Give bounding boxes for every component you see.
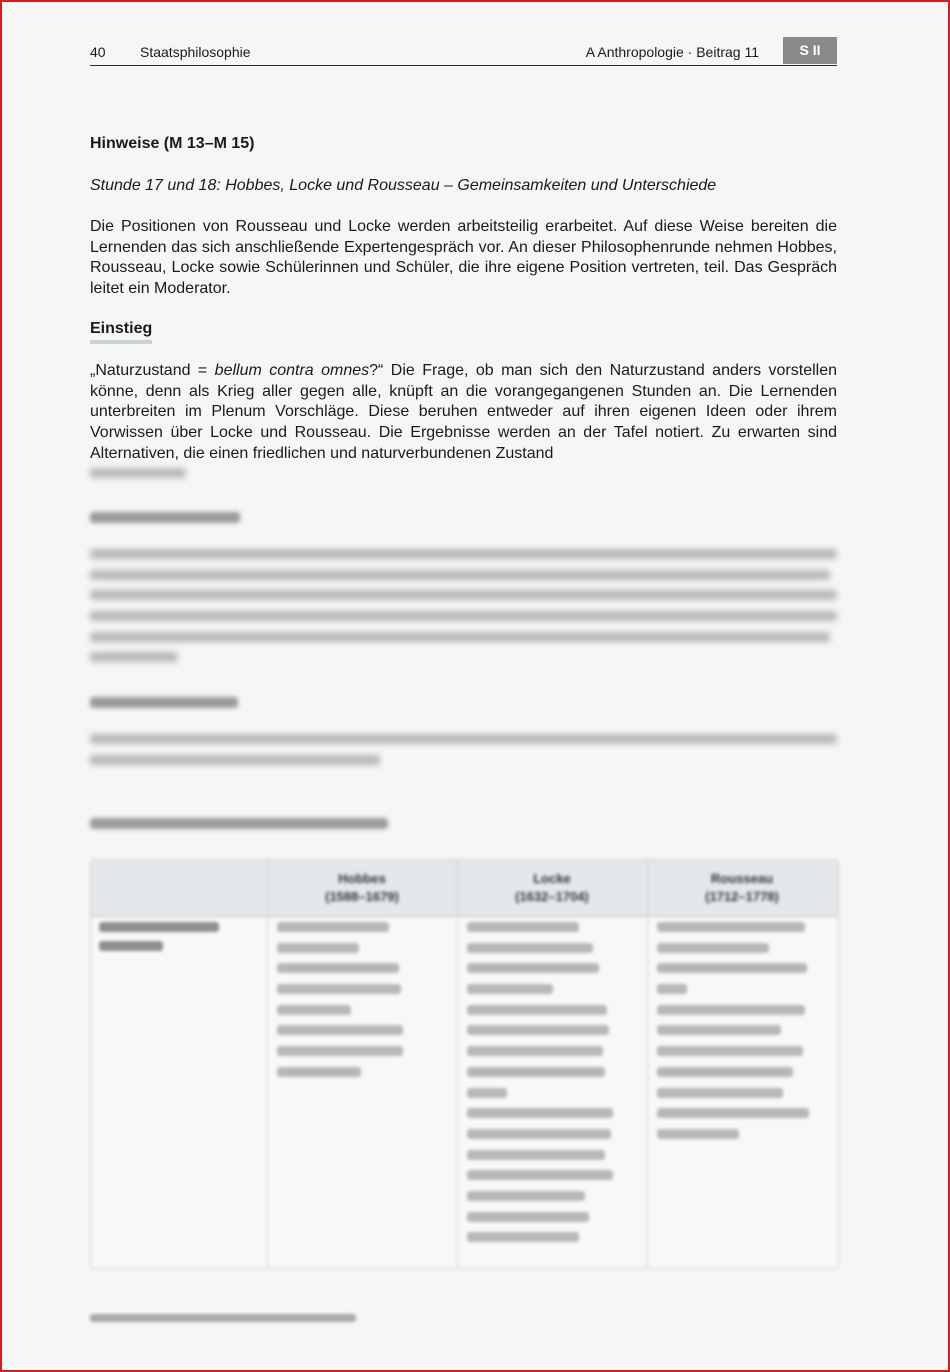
blurred-text-line <box>90 468 837 489</box>
table-header-locke <box>457 870 647 906</box>
comparison-table <box>90 859 839 1269</box>
header-name: Locke <box>533 871 571 886</box>
einstieg-paragraph-start: „Naturzustand = <box>90 362 215 379</box>
table-column-divider <box>647 860 648 1268</box>
table-cell-hobbes <box>277 922 447 1088</box>
table-column-divider <box>457 860 458 1268</box>
header-years: (1588–1679) <box>325 889 399 904</box>
header-years: (1712–1778) <box>705 889 779 904</box>
blurred-section-heading <box>90 512 240 523</box>
table-cell-locke <box>467 922 637 1253</box>
section-heading: Hinweise (M 13–M 15) <box>90 135 255 152</box>
einstieg-paragraph <box>90 361 837 465</box>
einstieg-paragraph-rest: ?“ Die Frage, ob man sich den Naturzustand anders vorstellen könne, denn als Krieg aller gegen alle, knüpft an die vorangegangenen Stunden an. Die Lernenden unterbreiten im Plenum Vorschläge. Diese beruhen entweder auf ihren eigenen Ideen oder ihrem Vorwissen über Locke und Rousseau. Die Ergebnisse werden an der Tafel notiert. Zu erwarten sind Alternativen, die einen friedlichen und naturverbundenen Zustand <box>90 362 837 462</box>
page-number: 40 <box>90 44 106 60</box>
blurred-section-heading <box>90 697 238 708</box>
page-header <box>90 38 837 66</box>
table-header-rousseau <box>647 870 837 906</box>
page-footer <box>90 1314 356 1333</box>
blurred-table-caption <box>90 818 388 829</box>
table-row-label <box>99 922 219 962</box>
level-badge: S II <box>783 37 837 64</box>
header-left-title: Staatsphilosophie <box>140 44 251 60</box>
einstieg-paragraph-latin: bellum contra omnes <box>214 362 370 379</box>
einstieg-heading: Einstieg <box>90 320 152 344</box>
blurred-paragraph <box>90 734 837 775</box>
table-column-divider <box>267 860 268 1268</box>
table-cell-rousseau <box>657 922 827 1150</box>
header-right-title: A Anthropologie · Beitrag 11 <box>585 44 759 60</box>
table-header-hobbes <box>267 870 457 906</box>
header-years: (1632–1704) <box>515 889 589 904</box>
intro-paragraph: Die Positionen von Rousseau und Locke werden arbeitsteilig erarbeitet. Auf diese Weise bereiten die Lernenden das sich anschließende Expertengespräch vor. An dieser Philosophenrunde nehmen Hobbes, Rousseau, Locke sowie Schülerinnen und Schüler, die ihre eigene Position vertreten, teil. Das Gespräch leitet ein Moderator. <box>90 218 837 298</box>
lesson-subtitle: Stunde 17 und 18: Hobbes, Locke und Rousseau – Gemeinsamkeiten und Unterschiede <box>90 177 717 194</box>
header-name: Hobbes <box>338 871 386 886</box>
blurred-paragraph <box>90 549 837 673</box>
header-name: Rousseau <box>710 871 774 886</box>
